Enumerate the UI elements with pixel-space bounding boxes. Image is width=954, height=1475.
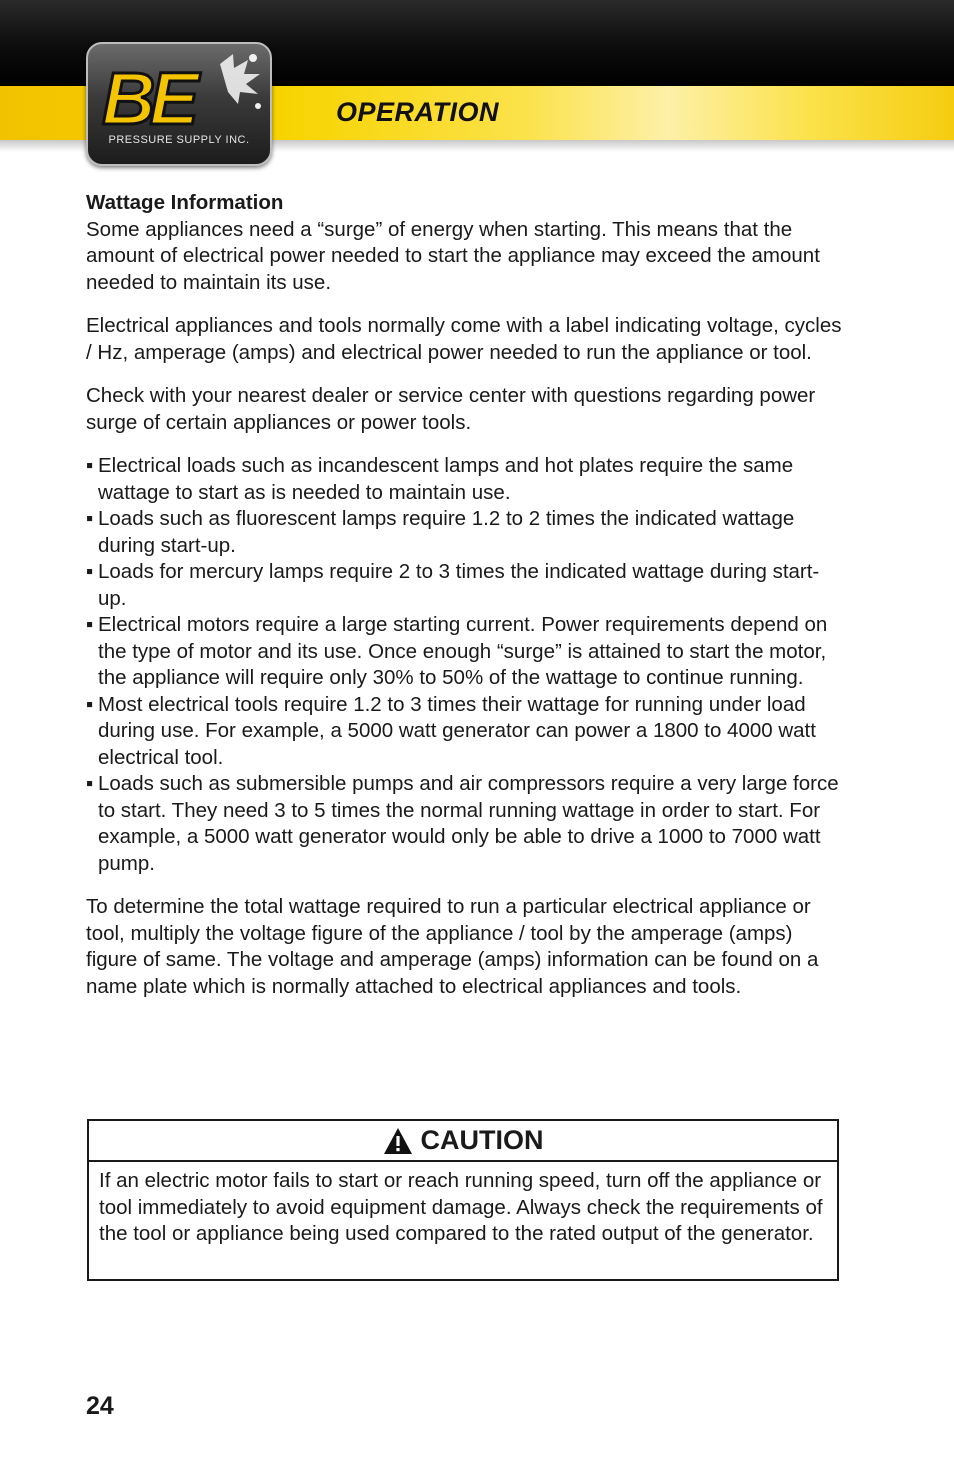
section-title: OPERATION bbox=[336, 97, 500, 127]
list-item-text: Electrical motors require a large starting current. Power requirements depend on the type of motor and its use. Once enough “surge” is attained to start the motor, the appliance will require only 30% to 50% of the wattage to continue running. bbox=[98, 613, 828, 689]
list-item-text: Loads such as fluorescent lamps require 1.2 to 2 times the indicated wattage during start-up. bbox=[98, 507, 795, 557]
list-item bbox=[86, 453, 846, 506]
list-item-text: Loads such as submersible pumps and air compressors require a very large force to start. They need 3 to 5 times the normal running wattage in order to start. For example, a 5000 watt generator would only be able to drive a 1000 to 7000 watt pump. bbox=[98, 772, 839, 875]
bullet-icon: ▪ bbox=[86, 560, 94, 583]
main-content bbox=[86, 190, 846, 1017]
content-heading: Wattage Information bbox=[86, 191, 284, 214]
page-header bbox=[0, 0, 954, 175]
paragraph: Some appliances need a “surge” of energy when starting. This means that the amount of electrical power needed to start the appliance may exceed the amount needed to maintain its use. bbox=[86, 217, 820, 294]
caution-label: CAUTION bbox=[420, 1125, 544, 1155]
logo-subtitle: PRESSURE SUPPLY INC. bbox=[108, 134, 250, 146]
bullet-list bbox=[86, 453, 846, 877]
closing-paragraph: To determine the total wattage required to run a particular electrical appliance or tool, multiply the voltage figure of the appliance / tool by the amperage (amps) figure of same. The voltage and amperage (amps) information can be found on a name plate which is normally attached to electrical appliances and tools. bbox=[86, 895, 819, 998]
company-logo bbox=[86, 42, 272, 166]
bullet-icon: ▪ bbox=[86, 692, 94, 716]
warning-triangle-icon bbox=[383, 1127, 413, 1155]
page-number: 24 bbox=[86, 1392, 114, 1420]
logo-text: BE bbox=[102, 57, 193, 140]
bullet-icon: ▪ bbox=[86, 507, 94, 530]
paragraph: Check with your nearest dealer or service center with questions regarding power surge of certain appliances or power tools. bbox=[86, 384, 816, 434]
list-item bbox=[86, 771, 846, 877]
list-item-text: Most electrical tools require 1.2 to 3 times their wattage for running under load during use. For example, a 5000 watt generator can power a 1800 to 4000 watt electrical tool. bbox=[98, 692, 816, 769]
list-item bbox=[86, 559, 846, 612]
caution-box bbox=[87, 1119, 839, 1281]
list-item bbox=[86, 506, 846, 559]
list-item-text: Electrical loads such as incandescent lamps and hot plates require the same wattage to start as is needed to maintain use. bbox=[98, 454, 794, 504]
list-item-text: Loads for mercury lamps require 2 to 3 times the indicated wattage during start-up. bbox=[98, 560, 820, 610]
list-item bbox=[86, 612, 846, 692]
paragraph: Electrical appliances and tools normally come with a label indicating voltage, cycles / Hz, amperage (amps) and electrical power needed to run the appliance or tool. bbox=[86, 314, 842, 364]
bullet-icon: ▪ bbox=[86, 772, 94, 795]
caution-text: If an electric motor fails to start or reach running speed, turn off the appliance or tool immediately to avoid equipment damage. Always check the requirements of the tool or appliance being used compared to the rated output of the generator. bbox=[99, 1169, 823, 1245]
caution-header bbox=[89, 1121, 837, 1162]
list-item bbox=[86, 692, 846, 772]
bullet-icon: ▪ bbox=[86, 454, 94, 477]
logo-graphic bbox=[88, 44, 270, 164]
bullet-icon: ▪ bbox=[86, 613, 94, 636]
